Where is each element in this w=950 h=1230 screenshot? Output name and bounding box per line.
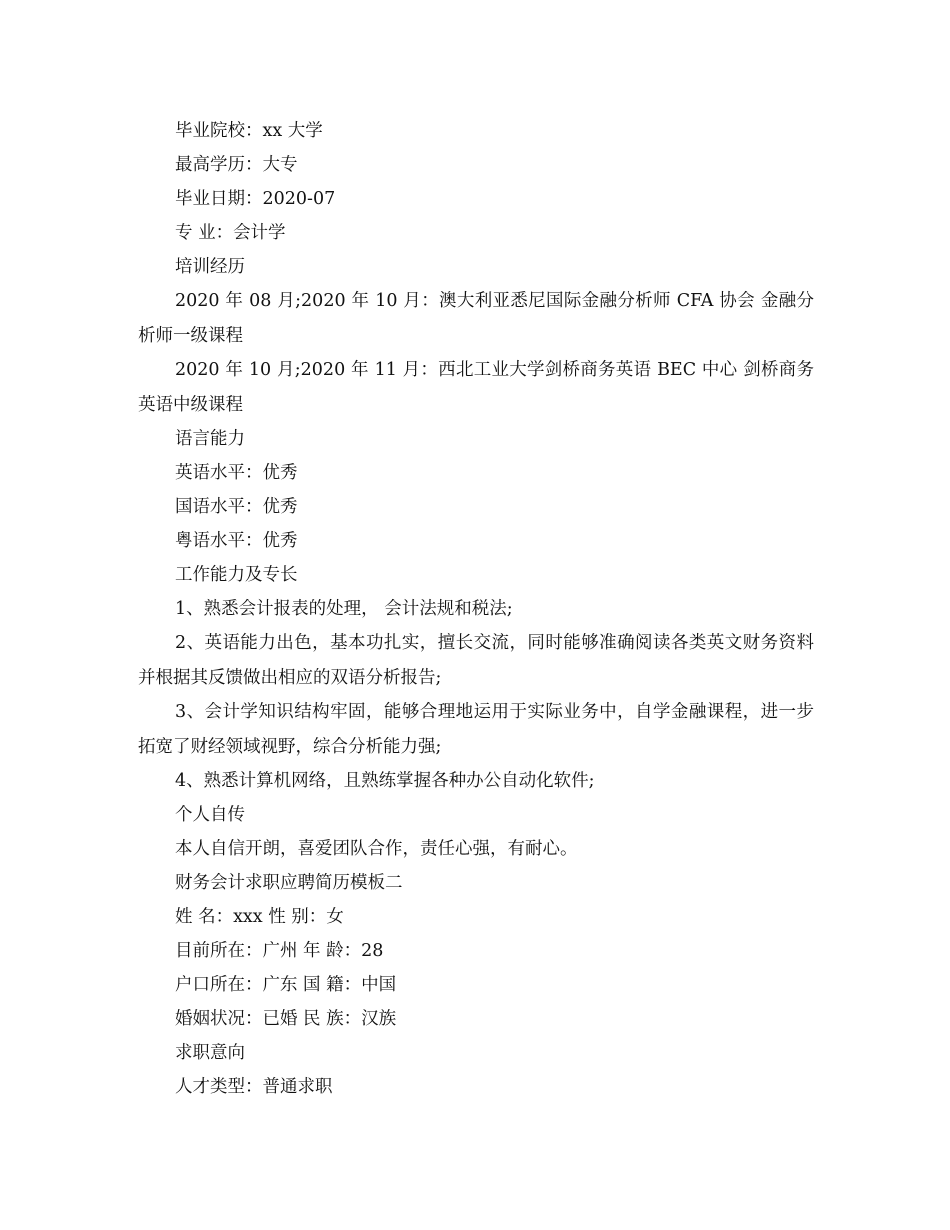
highest-education: 最高学历：大专 bbox=[175, 155, 298, 175]
skill-item-1: 1、熟悉会计报表的处理， 会计法规和税法; bbox=[175, 599, 513, 619]
skill-item-4: 4、熟悉计算机网络，且熟练掌握各种办公自动化软件; bbox=[175, 771, 595, 791]
location-age: 目前所在：广州 年 龄：28 bbox=[175, 941, 384, 961]
skill-item-2: 2、英语能力出色，基本功扎实，擅长交流，同时能够准确阅读各类英文财务资料并根据其反馈做出相应的双语分析报告; bbox=[138, 633, 814, 688]
major: 专 业：会计学 bbox=[175, 223, 286, 243]
graduate-school: 毕业院校：xx 大学 bbox=[175, 121, 323, 141]
english-level: 英语水平：优秀 bbox=[175, 463, 298, 483]
training-item-1: 2020 年 08 月;2020 年 10 月：澳大利亚悉尼国际金融分析师 CFA 协会 金融分析师一级课程 bbox=[138, 291, 814, 346]
marital-ethnicity: 婚姻状况：已婚 民 族：汉族 bbox=[175, 1009, 397, 1029]
training-item-2: 2020 年 10 月;2020 年 11 月：西北工业大学剑桥商务英语 BEC 中心 剑桥商务英语中级课程 bbox=[138, 360, 814, 415]
section-heading-training: 培训经历 bbox=[175, 257, 245, 277]
section-heading-language: 语言能力 bbox=[175, 429, 245, 449]
section-heading-job-intention: 求职意向 bbox=[175, 1043, 245, 1063]
talent-type: 人才类型：普通求职 bbox=[175, 1077, 333, 1097]
skill-item-3: 3、会计学知识结构牢固，能够合理地运用于实际业务中，自学金融课程，进一步拓宽了财经领域视野，综合分析能力强; bbox=[138, 702, 814, 757]
template-two-title: 财务会计求职应聘简历模板二 bbox=[175, 873, 403, 893]
hukou-nationality: 户口所在：广东 国 籍：中国 bbox=[175, 975, 397, 995]
graduation-date: 毕业日期：2020-07 bbox=[175, 189, 336, 209]
section-heading-skills: 工作能力及专长 bbox=[175, 565, 298, 585]
autobiography-text: 本人自信开朗，喜爱团队合作，责任心强，有耐心。 bbox=[175, 839, 578, 859]
resume-body bbox=[138, 114, 814, 1104]
section-heading-autobiography: 个人自传 bbox=[175, 805, 245, 825]
name-gender: 姓 名：xxx 性 别：女 bbox=[175, 907, 344, 927]
mandarin-level: 国语水平：优秀 bbox=[175, 497, 298, 517]
cantonese-level: 粤语水平：优秀 bbox=[175, 531, 298, 551]
